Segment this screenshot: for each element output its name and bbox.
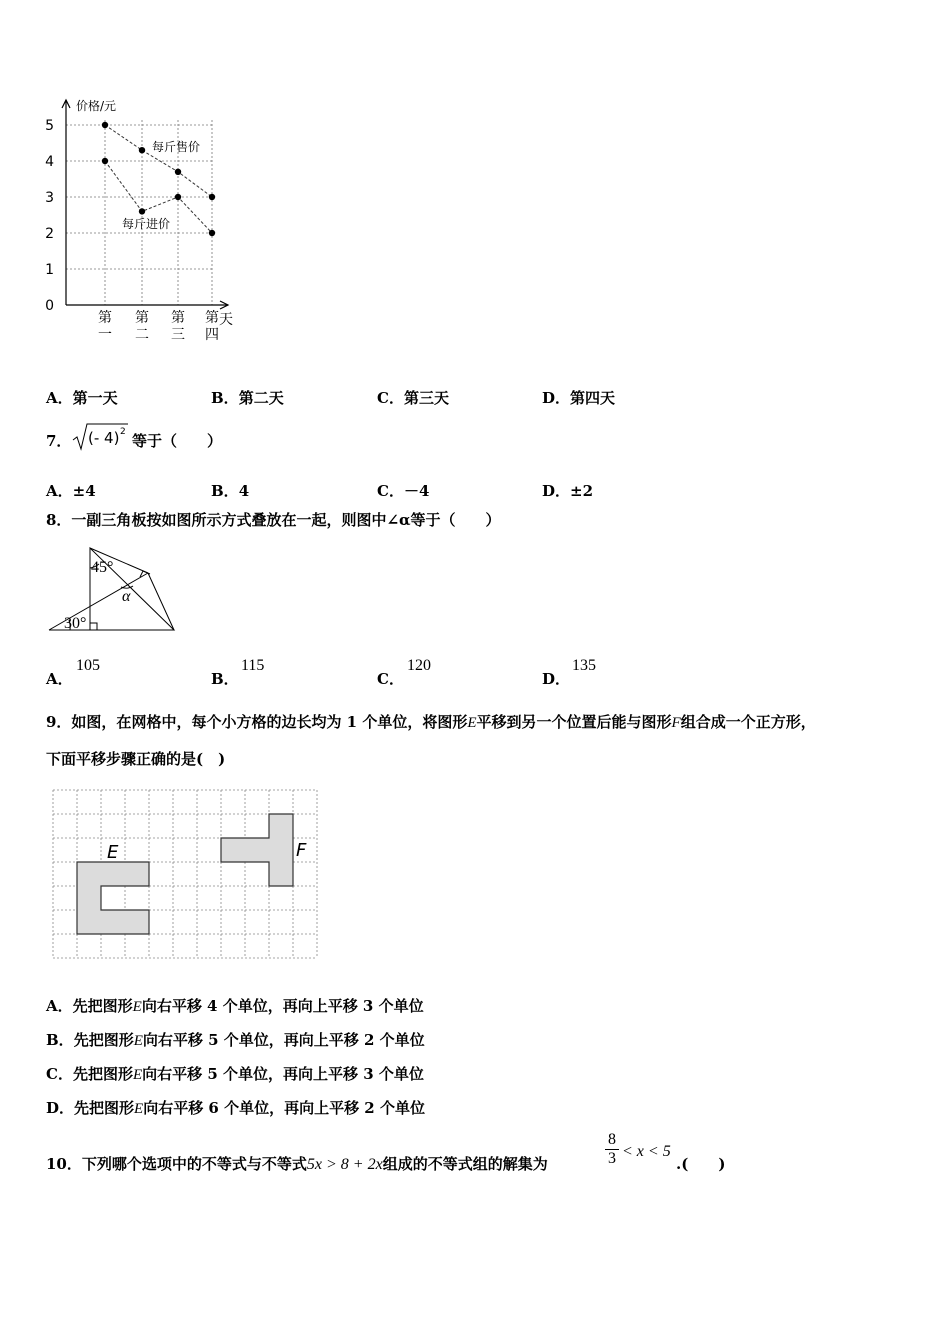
option-text: ±2 — [570, 482, 594, 500]
q8-option-b[interactable] — [211, 657, 265, 689]
x-tick-label: 第 — [98, 310, 112, 326]
grid-figure — [50, 787, 322, 962]
fraction-denominator: 3 — [605, 1149, 619, 1168]
q6-option-d[interactable] — [542, 387, 615, 408]
option-letter: B． — [211, 389, 239, 407]
y-axis-label: 价格/元 — [76, 99, 117, 113]
option-text: 4 — [238, 482, 250, 500]
data-point — [209, 194, 215, 200]
angle-45-label: 45° — [91, 559, 114, 576]
q8-option-a[interactable] — [46, 657, 100, 689]
price-line-chart — [40, 90, 260, 370]
radicand: (- 4) — [88, 429, 120, 447]
x-tick-label: 第 — [171, 310, 185, 326]
alpha-label: α — [122, 588, 131, 605]
option-letter: B． — [211, 482, 239, 500]
data-point — [175, 169, 181, 175]
q10-end: .( ) — [676, 1155, 726, 1173]
option-letter: A． — [46, 482, 73, 500]
q8-option-c[interactable] — [377, 657, 431, 689]
shape-e — [77, 862, 149, 934]
label-e: E — [107, 842, 119, 863]
chart-text — [45, 98, 233, 343]
option-text: 第四天 — [570, 389, 616, 407]
q9-line2: 下面平移步骤正确的是( ) — [46, 750, 226, 768]
option-text: 第二天 — [238, 389, 284, 407]
option-letter: C． — [377, 389, 404, 407]
x-tick-label: 四 — [205, 327, 219, 343]
x-tick-label: 三 — [171, 327, 185, 343]
option-text: －4 — [403, 482, 430, 500]
q7-number: 7． — [46, 432, 72, 450]
q8-text: 8．一副三角板按如图所示方式叠放在一起，则图中∠α等于（ ） — [46, 511, 501, 529]
option-text: 第一天 — [72, 389, 118, 407]
data-point — [102, 122, 108, 128]
q8-option-d[interactable] — [542, 657, 596, 689]
fraction — [605, 1131, 619, 1168]
option-letter: D． — [542, 389, 571, 407]
shape-e-ref: E — [467, 715, 477, 731]
fraction-numerator: 8 — [608, 1131, 616, 1148]
option-letter: B． — [211, 670, 239, 688]
option-letter: D． — [542, 482, 571, 500]
data-point — [102, 158, 108, 164]
x-tick-label: 二 — [135, 327, 149, 343]
y-tick-label: 3 — [45, 190, 54, 206]
option-letter: A． — [46, 670, 73, 688]
q7-option-c[interactable] — [377, 480, 429, 501]
option-letter: A． — [46, 389, 73, 407]
option-value: 120 — [407, 657, 431, 674]
q7-option-d[interactable] — [542, 480, 593, 501]
shape-f-ref: F — [671, 715, 681, 731]
x-axis-label: 天 — [219, 312, 233, 328]
q7-option-a[interactable] — [46, 480, 96, 501]
option-value: 105 — [76, 657, 100, 674]
q6-option-b[interactable] — [211, 387, 284, 408]
option-letter: C． — [377, 482, 404, 500]
x-tick-label: 第 — [205, 310, 219, 326]
q7-text: 等于（ ） — [132, 432, 223, 450]
y-tick-label: 2 — [45, 226, 54, 242]
series-label: 每斤售价 — [152, 140, 201, 154]
angle-30-label: 30° — [64, 615, 87, 632]
option-letter: C． — [377, 670, 404, 688]
q9-option-c[interactable]: C．先把图形E向右平移 5 个单位，再向上平移 3 个单位 — [46, 1065, 424, 1083]
q10-text: 10．下列哪个选项中的不等式与不等式5x > 8 + 2x组成的不等式组的解集为 — [46, 1155, 548, 1173]
triangle-figure — [44, 542, 184, 637]
option-text: 第三天 — [403, 389, 449, 407]
x-tick-label: 第 — [135, 310, 149, 326]
q6-option-c[interactable] — [377, 387, 449, 408]
data-point — [139, 208, 145, 214]
option-letter: D． — [542, 670, 571, 688]
y-tick-label: 0 — [45, 298, 54, 314]
q9-option-b[interactable]: B．先把图形E向右平移 5 个单位，再向上平移 2 个单位 — [46, 1031, 425, 1049]
q9-option-a[interactable]: A．先把图形E向右平移 4 个单位，再向上平移 3 个单位 — [46, 997, 424, 1015]
y-tick-label: 1 — [45, 262, 54, 278]
shape-f — [221, 814, 293, 886]
sqrt-expression — [70, 420, 132, 454]
q9-line1: 9．如图，在网格中，每个小方格的边长均为 1 个单位，将图形E平移到另一个位置后能与图形F组合成一个正方形， — [46, 713, 816, 731]
q9-option-d[interactable]: D．先把图形E向右平移 6 个单位，再向上平移 2 个单位 — [46, 1099, 425, 1117]
range: < x < 5 — [622, 1143, 671, 1160]
option-value: 135 — [572, 657, 596, 674]
y-tick-label: 5 — [45, 118, 54, 134]
data-point — [139, 147, 145, 153]
data-point — [209, 230, 215, 236]
q7-option-b[interactable] — [211, 480, 249, 501]
chart-axes — [62, 100, 228, 309]
q6-option-a[interactable] — [46, 387, 118, 408]
exponent: 2 — [120, 427, 126, 437]
option-text: ±4 — [72, 482, 96, 500]
series-label: 每斤进价 — [122, 217, 171, 231]
y-tick-label: 4 — [45, 154, 54, 170]
label-f: F — [296, 840, 307, 861]
option-value: 115 — [241, 657, 265, 674]
data-point — [175, 194, 181, 200]
x-tick-label: 一 — [98, 327, 112, 343]
inequality: 5x > 8 + 2x — [306, 1156, 383, 1173]
